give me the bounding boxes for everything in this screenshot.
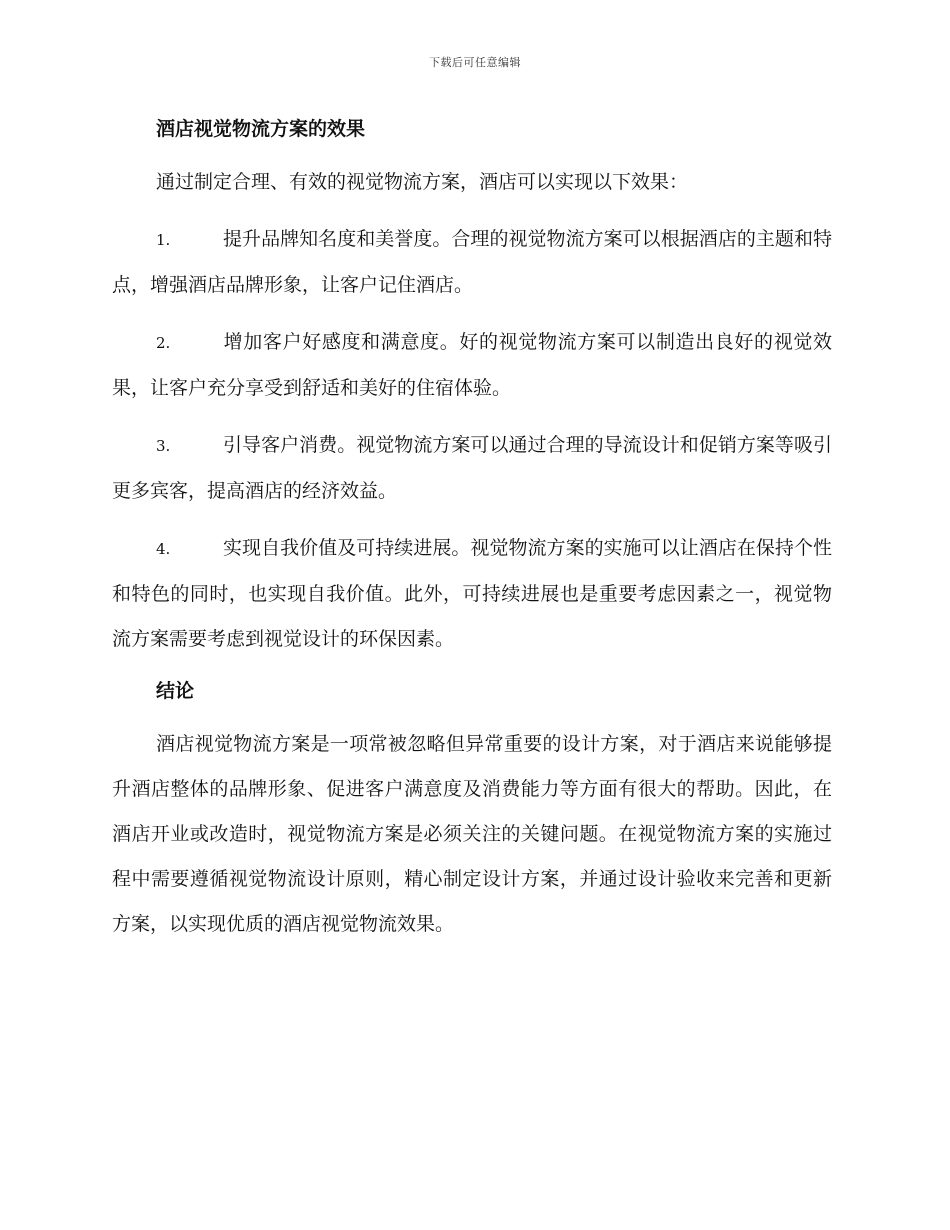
list-item-text: 实现自我价值及可持续进展。视觉物流方案的实施可以让酒店在保持个性和特色的同时，也实现自我价值。此外，可持续进展也是重要考虑因素之一，视觉物流方案需要考虑到视觉设计的环保因素。 — [112, 537, 832, 650]
section-title-conclusion: 结论 — [156, 680, 195, 702]
list-item-text: 引导客户消费。视觉物流方案可以通过合理的导流设计和促销方案等吸引更多宾客，提高酒店的经济效益。 — [112, 434, 832, 502]
list-item — [112, 526, 832, 662]
header-note: 下载后可任意编辑 — [429, 56, 521, 69]
list-item-text: 提升品牌知名度和美誉度。合理的视觉物流方案可以根据酒店的主题和特点，增强酒店品牌形象，让客户记住酒店。 — [112, 228, 832, 296]
conclusion-paragraph: 酒店视觉物流方案是一项常被忽略但异常重要的设计方案，对于酒店来说能够提升酒店整体的品牌形象、促进客户满意度及消费能力等方面有很大的帮助。因此，在酒店开业或改造时，视觉物流方案是必须关注的关键问题。在视觉物流方案的实施过程中需要遵循视觉物流设计原则，精心制定设计方案，并通过设计验收来完善和更新方案，以实现优质的酒店视觉物流效果。 — [112, 733, 832, 935]
list-item-text: 增加客户好感度和满意度。好的视觉物流方案可以制造出良好的视觉效果，让客户充分享受到舒适和美好的住宿体验。 — [112, 331, 832, 399]
document-content — [112, 112, 832, 959]
list-number: 3. — [156, 437, 171, 455]
list-item — [112, 217, 832, 308]
section-title-effects: 酒店视觉物流方案的效果 — [156, 118, 366, 140]
list-number: 2. — [156, 334, 171, 352]
list-number: 1. — [156, 231, 171, 249]
list-item — [112, 320, 832, 411]
list-number: 4. — [156, 540, 171, 558]
list-item — [112, 423, 832, 514]
intro-paragraph: 通过制定合理、有效的视觉物流方案，酒店可以实现以下效果： — [156, 171, 689, 193]
